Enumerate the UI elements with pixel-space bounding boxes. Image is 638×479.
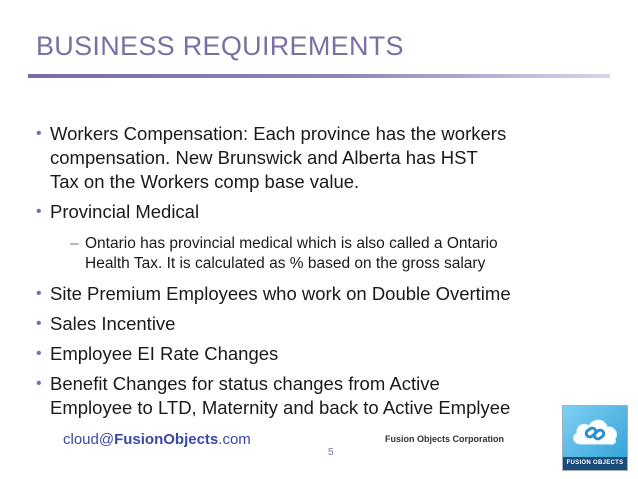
bullet-text-line: Tax on the Workers comp base value.: [50, 171, 360, 192]
bullet-text-line: Provincial Medical: [50, 201, 200, 222]
bullet-marker: •: [36, 203, 42, 220]
sub-bullet-text-line: Health Tax. It is calculated as % based on the gross salary: [85, 255, 486, 272]
email-prefix: cloud@: [63, 431, 115, 448]
slide-title: BUSINESS REQUIREMENTS: [36, 31, 404, 61]
bullet-item-benefit-changes: [36, 372, 511, 420]
page-number: 5: [328, 447, 334, 458]
sub-bullet-ontario-health-tax: [70, 234, 498, 274]
bullet-marker: •: [36, 315, 42, 332]
bullet-marker: •: [36, 375, 42, 392]
bullet-marker: •: [36, 285, 42, 302]
bullet-text-line: Workers Compensation: Each province has the workers: [50, 123, 507, 144]
bullet-text-line: Site Premium Employees who work on Double Overtime: [50, 283, 511, 304]
bullet-item-workers-comp: [36, 122, 507, 194]
bullet-text-line: Employee to LTD, Maternity and back to Active Emplyee: [50, 397, 511, 418]
bullet-text-line: Benefit Changes for status changes from Active: [50, 373, 440, 394]
bullet-marker: •: [36, 125, 42, 142]
bullet-item-site-premium: [36, 282, 511, 306]
bullet-item-sales-incentive: [36, 312, 176, 336]
title-underline: [28, 74, 610, 78]
sub-bullet-text-line: Ontario has provincial medical which is also called a Ontario: [85, 235, 498, 252]
logo-text: FUSION OBJECTS: [563, 457, 627, 470]
bullet-marker: •: [36, 345, 42, 362]
bullet-text-line: compensation. New Brunswick and Alberta has HST: [50, 147, 478, 168]
cloud-link-icon: [569, 414, 621, 450]
sub-bullet-marker: –: [70, 235, 79, 252]
company-name: Fusion Objects Corporation: [385, 434, 505, 444]
footer-email-link[interactable]: [63, 431, 251, 448]
bullet-text-line: Sales Incentive: [50, 313, 176, 334]
bullet-item-provincial-medical: [36, 200, 200, 224]
email-brand: FusionObjects: [114, 431, 219, 448]
email-suffix: .com: [218, 431, 251, 448]
bullet-text-line: Employee EI Rate Changes: [50, 343, 279, 364]
fusion-objects-logo: [562, 405, 628, 471]
bullet-item-ei-rate: [36, 342, 279, 366]
